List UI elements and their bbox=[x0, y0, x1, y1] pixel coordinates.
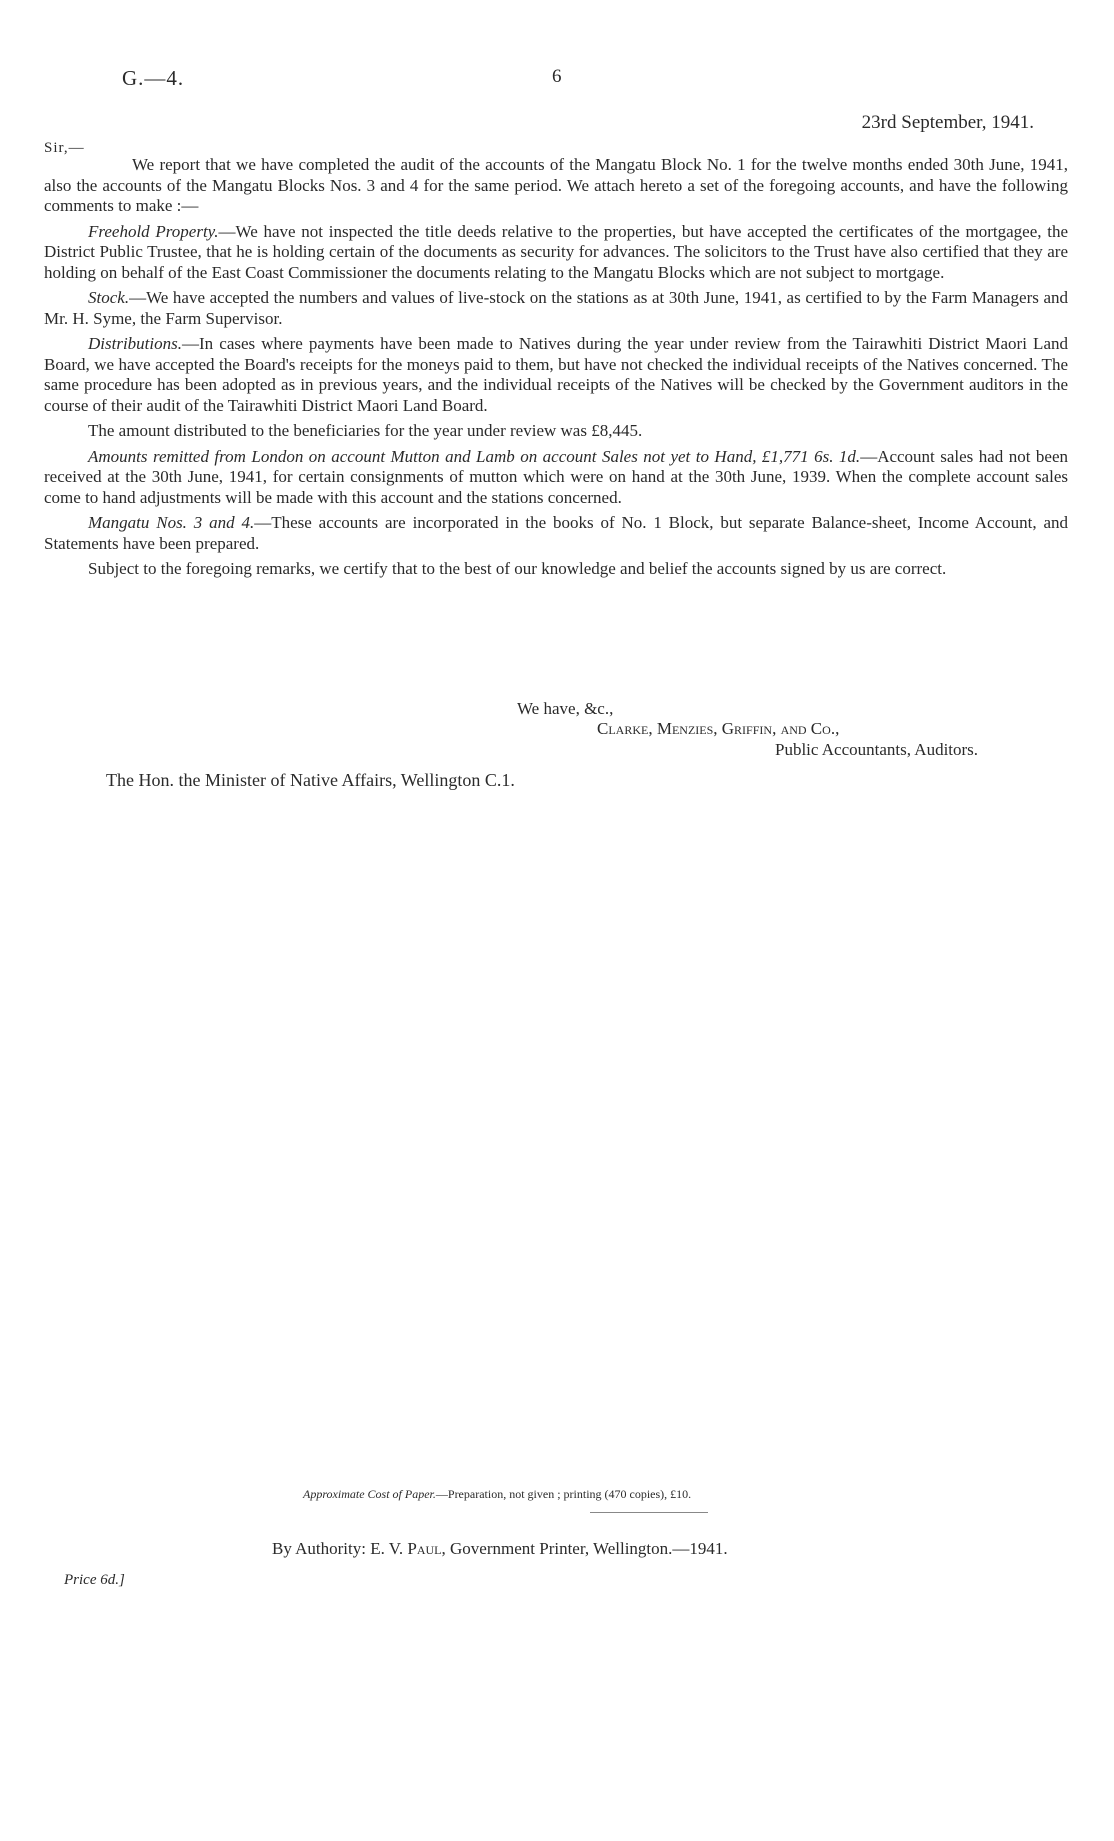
paragraph-heading: Freehold Property. bbox=[88, 221, 219, 241]
printer-authority bbox=[272, 1539, 728, 1559]
letter-body bbox=[44, 155, 1068, 585]
paragraph-heading: Mangatu Nos. 3 and 4. bbox=[88, 513, 255, 532]
paragraph-freehold bbox=[44, 222, 1068, 284]
printer-suffix: Government Printer, Wellington.—1941. bbox=[450, 1539, 728, 1558]
paragraph-text: —We have not inspected the title deeds relative to the properties, but have accepted the certificates of the mortgagee, the District Public Trustee, that he is holding certain of the documents as security for advances. The solicitors to the Trust have also certified that they are holding on behalf of the East Coast Commissioner the documents relating to the Mangatu Blocks which are not subject to mortgage. bbox=[44, 221, 1069, 282]
paragraph-distributions bbox=[44, 334, 1068, 416]
paragraph-text: The amount distributed to the beneficiaries for the year under review was £8,445. bbox=[88, 421, 643, 440]
paragraph-certification bbox=[44, 559, 1068, 580]
page-number: 6 bbox=[552, 66, 562, 87]
paragraph-text: Subject to the foregoing remarks, we certify that to the best of our knowledge and belief the accounts signed by us are correct. bbox=[88, 559, 947, 578]
document-reference: G.—4. bbox=[122, 66, 185, 90]
price-note: Price 6d.] bbox=[64, 1572, 125, 1588]
footer-divider bbox=[590, 1512, 708, 1513]
paragraph-text: —We have accepted the numbers and values of live-stock on the stations as at 30th June, 1941, as certified to by the Farm Managers and Mr. H. Syme, the Farm Supervisor. bbox=[44, 288, 1068, 328]
paragraph-heading: Amounts remitted from London on account Mutton and Lamb on account Sales not yet to Hand, £1,771 6s. 1d. bbox=[88, 446, 861, 466]
authority-prefix: By Authority: bbox=[272, 1539, 366, 1558]
paragraph-stock bbox=[44, 288, 1068, 329]
paragraph-amount-distributed bbox=[44, 421, 1068, 442]
printer-name: E. V. Paul, bbox=[370, 1539, 446, 1558]
paragraph-mangatu bbox=[44, 513, 1068, 554]
intro-paragraph: We report that we have completed the audit of the accounts of the Mangatu Block No. 1 for the twelve months ended 30th June, 1941, also the accounts of the Mangatu Blocks Nos. 3 and 4 for the same period. We attach hereto a set of the foregoing accounts, and have the following comments to make :— bbox=[44, 155, 1068, 215]
letter-date: 23rd September, 1941. bbox=[861, 112, 1034, 133]
letter-closing: We have, &c., bbox=[517, 699, 614, 718]
addressee: The Hon. the Minister of Native Affairs, Wellington C.1. bbox=[106, 770, 515, 790]
paragraph-amounts-remitted bbox=[44, 447, 1068, 509]
paragraph-text: —In cases where payments have been made to Natives during the year under review from the Tairawhiti District Maori Land Board, we have accepted the Board's receipts for the moneys paid to them, but have not checked the individual receipts of the Natives concerned. The same procedure has been adopted as in previous years, and the individual receipts of the Natives will be checked by the Government auditors in the course of their audit of the Tairawhiti District Maori Land Board. bbox=[44, 334, 1068, 415]
paragraph-heading: Distributions. bbox=[88, 334, 182, 353]
cost-label: Approximate Cost of Paper. bbox=[303, 1487, 436, 1501]
salutation: Sir,— bbox=[44, 140, 85, 156]
paragraph-text: —These accounts are incorporated in the books of No. 1 Block, but separate Balance-sheet, Income Account, and Statements have been prepared. bbox=[44, 513, 1068, 553]
signatory-title: Public Accountants, Auditors. bbox=[775, 740, 979, 759]
paragraph-heading: Stock. bbox=[88, 288, 130, 307]
signatory-name: Clarke, Menzies, Griffin, and Co., bbox=[597, 719, 840, 738]
paragraph-text: —Account sales had not been received at the 30th June, 1941, for certain consignments of mutton which were on hand at the 30th June, 1939. When the complete account sales come to hand adjustments will be made with this account and the stations concerned. bbox=[44, 446, 1069, 507]
cost-of-paper-note bbox=[303, 1487, 691, 1502]
cost-text: —Preparation, not given ; printing (470 copies), £10. bbox=[435, 1487, 692, 1501]
